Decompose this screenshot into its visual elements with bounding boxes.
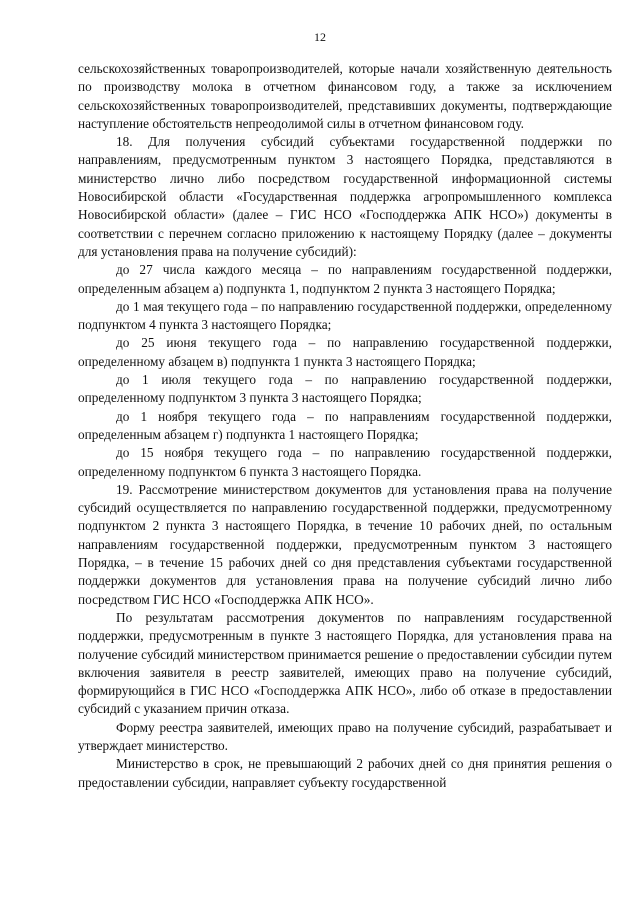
- paragraph-item-18: 18. Для получения субсидий субъектами государственной поддержки по направлениям, предусмотренным пунктом 3 настоящего Порядка, представляются в министерство лично либо посредством государственной информационной системы Новосибирской области «Государственная поддержка агропромышленного комплекса Новосибирской области» (далее – ГИС НСО «Господдержка АПК НСО») документы в соответствии с перечнем согласно приложению к настоящему Порядку (далее – документы для установления права на получение субсидий):: [78, 134, 612, 259]
- paragraph-deadline-july-1: до 1 июля текущего года – по направлению государственной поддержки, определенному подпунктом 3 пункта 3 настоящего Порядка;: [78, 372, 612, 406]
- paragraph-ministry-deadline: Министерство в срок, не превышающий 2 рабочих дней со дня принятия решения о предоставлении субсидии, направляет субъекту государственной: [78, 756, 612, 790]
- paragraph-deadline-november-15: до 15 ноября текущего года – по направлению государственной поддержки, определенному подпунктом 6 пункта 3 настоящего Порядка.: [78, 445, 612, 479]
- paragraph-registry-form: Форму реестра заявителей, имеющих право на получение субсидий, разрабатывает и утверждает министерство.: [78, 719, 612, 753]
- paragraph-deadline-27: до 27 числа каждого месяца – по направлениям государственной поддержки, определенным абзацем а) подпункта 1, подпунктом 2 пункта 3 настоящего Порядка;: [78, 262, 612, 296]
- paragraph-deadline-may-1: до 1 мая текущего года – по направлению государственной поддержки, определенному подпунктом 4 пункта 3 настоящего Порядка;: [78, 298, 612, 333]
- paragraph-item-19: 19. Рассмотрение министерством документов для установления права на получение субсидий осуществляется по направлению государственной поддержки, предусмотренному подпунктом 2 пункта 3 настоящего Порядка, в течение 10 рабочих дней, по остальным направлениям государственной поддержки, предусмотренным пунктом 3 настоящего Порядка, – в течение 15 рабочих дней со дня представления субъектами государственной поддержки документов для установления права на получение субсидий лично либо посредством ГИС НСО «Господдержка АПК НСО».: [78, 481, 612, 607]
- paragraph-deadline-june-25: до 25 июня текущего года – по направлению государственной поддержки, определенному абзацем в) подпункта 1 пункта 3 настоящего Порядка;: [78, 335, 612, 369]
- paragraph-deadline-november-1: до 1 ноября текущего года – по направлениям государственной поддержки, определенным абзацем г) подпункта 1 настоящего Порядка;: [78, 408, 612, 442]
- paragraph-continuation: сельскохозяйственных товаропроизводителей, которые начали хозяйственную деятельность по производству молока в отчетном финансовом году, а также за исключением сельскохозяйственных товаропроизводителей, представивших документы, подтверждающие наступление обстоятельств непреодолимой силы в отчетном финансовом году.: [78, 61, 612, 131]
- paragraph-review-results: По результатам рассмотрения документов по направлениям государственной поддержки, предусмотренным в пункте 3 настоящего Порядка, для установления права на получение субсидий министерством принимается решение о предоставлении субсидии путем включения заявителя в реестр заявителей, имеющих право на получение субсидий, формирующийся в ГИС НСО «Господдержка АПК НСО», либо об отказе в предоставлении субсидий с указанием причин отказа.: [78, 609, 612, 717]
- page-number: 12: [314, 30, 326, 44]
- document-body: [78, 60, 612, 792]
